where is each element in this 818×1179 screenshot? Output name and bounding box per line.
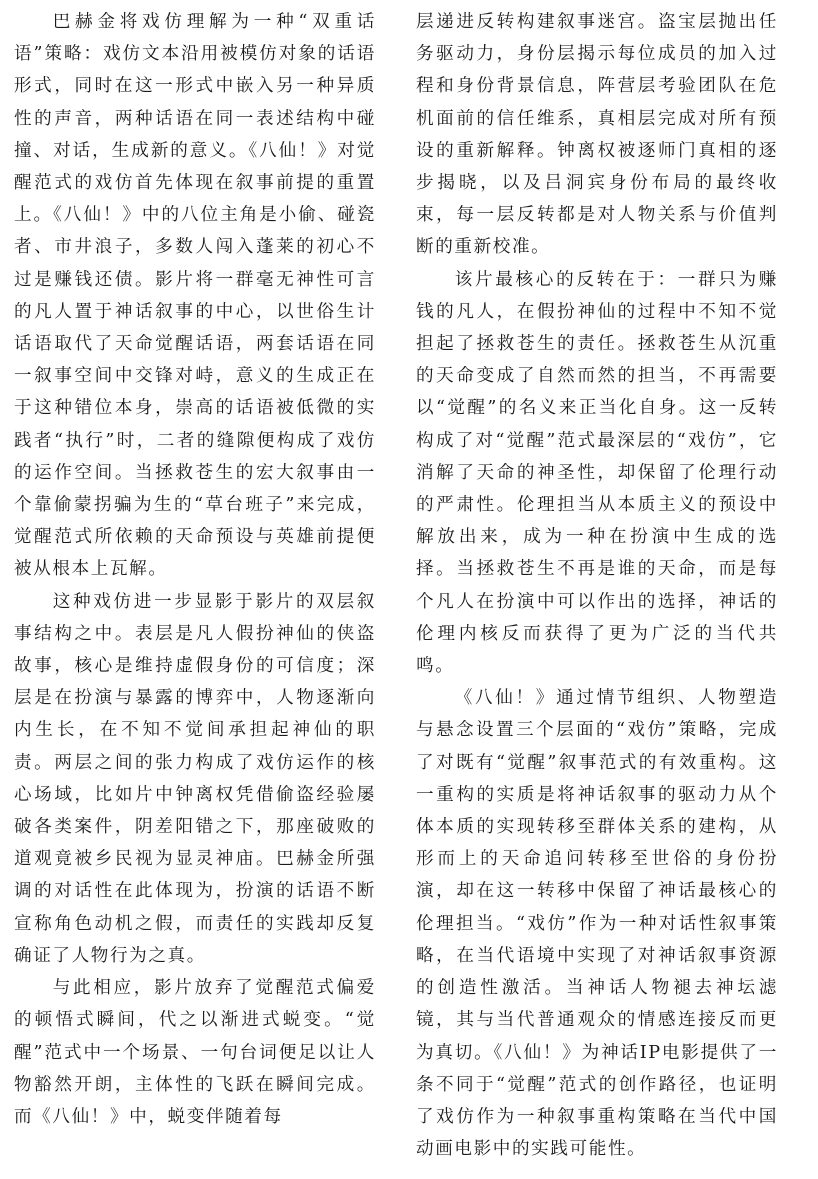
paragraph: 该片最核心的反转在于：一群只为赚钱的凡人，在假扮神仙的过程中不知不觉担起了拯救苍生的责任。拯救苍生从沉重的天命变成了自然而然的担当，不再需要以“觉醒”的名义来正当化自身。这一反转构成了对“觉醒”范式最深层的“戏仿”，它消解了天命的神圣性，却保留了伦理行动的严肃性。伦理担当从本质主义的预设中解放出来，成为一种在扮演中生成的选择。当拯救苍生不再是谁的天命，而是每个凡人在扮演中可以作出的选择，神话的伦理内核反而获得了更为广泛的当代共鸣。 (416, 269, 778, 677)
left-column (14, 6, 376, 1133)
paragraph: 这种戏仿进一步显影于影片的双层叙事结构之中。表层是凡人假扮神仙的侠盗故事，核心是维持虚假身份的可信度；深层是在扮演与暴露的博弈中，人物逐渐向内生长，在不知不觉间承担起神仙的职责。两层之间的张力构成了戏仿运作的核心场域，比如片中钟离权凭借偷盗经验屡破各类案件，阴差阳错之下，那座破败的道观竟被乡民视为显灵神庙。巴赫金所强调的对话性在此体现为，扮演的话语不断宣称角色动机之假，而责任的实践却反复确证了人物行为之真。 (14, 591, 376, 966)
paragraph: 《八仙！》通过情节组织、人物塑造与悬念设置三个层面的“戏仿”策略，完成了对既有“觉醒”叙事范式的有效重构。这一重构的实质是将神话叙事的驱动力从个体本质的实现转移至群体关系的建构，从形而上的天命追问转移至世俗的身份扮演，却在这一转移中保留了神话最核心的伦理担当。“戏仿”作为一种对话性叙事策略，在当代语境中实现了对神话叙事资源的创造性激活。当神话人物褪去神坛滤镜，其与当代普通观众的情感连接反而更为真切。《八仙！》为神话IP电影提供了一条不同于“觉醒”范式的创作路径，也证明了戏仿作为一种叙事重构策略在当代中国动画电影中的实践可能性。 (416, 688, 778, 1160)
paragraph-continued: 层递进反转构建叙事迷宫。盗宝层抛出任务驱动力，身份层揭示每位成员的加入过程和身份背景信息，阵营层考验团队在危机面前的信任维系，真相层完成对所有预设的重新解释。钟离权被逐师门真相的逐步揭晓，以及吕洞宾身份布局的最终收束，每一层反转都是对人物关系与价值判断的重新校准。 (416, 12, 778, 258)
paragraph: 巴赫金将戏仿理解为一种“双重话语”策略：戏仿文本沿用被模仿对象的话语形式，同时在这一形式中嵌入另一种异质性的声音，两种话语在同一表述结构中碰撞、对话，生成新的意义。《八仙！》对觉醒范式的戏仿首先体现在叙事前提的重置上。《八仙！》中的八位主角是小偷、碰瓷者、市井浪子，多数人闯入蓬莱的初心不过是赚钱还债。影片将一群毫无神性可言的凡人置于神话叙事的中心，以世俗生计话语取代了天命觉醒话语，两套话语在同一叙事空间中交锋对峙，意义的生成正在于这种错位本身，崇高的话语被低微的实践者“执行”时，二者的缝隙便构成了戏仿的运作空间。当拯救苍生的宏大叙事由一个靠偷蒙拐骗为生的“草台班子”来完成，觉醒范式所依赖的天命预设与英雄前提便被从根本上瓦解。 (14, 12, 376, 580)
paragraph: 与此相应，影片放弃了觉醒范式偏爱的顿悟式瞬间，代之以渐进式蜕变。“觉醒”范式中一个场景、一句台词便足以让人物豁然开朗，主体性的飞跃在瞬间完成。而《八仙！》中，蜕变伴随着每 (14, 978, 376, 1127)
right-column (416, 6, 778, 1165)
